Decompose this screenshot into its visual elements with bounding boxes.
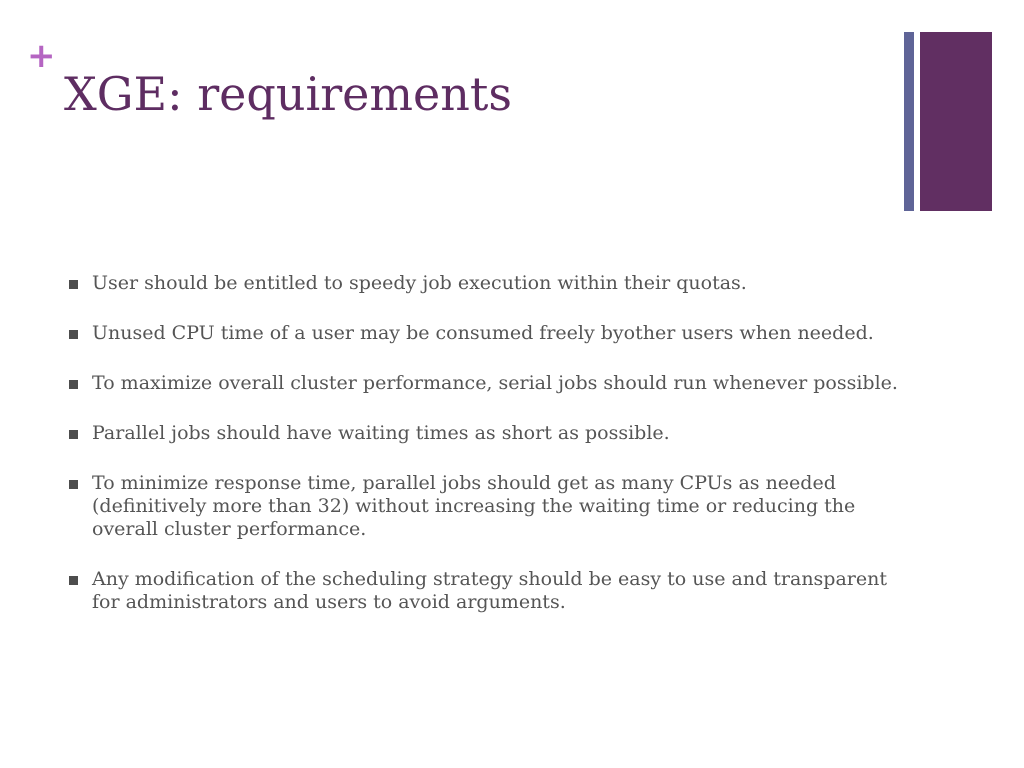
bullet-item xyxy=(64,322,904,345)
bullet-text: User should be entitled to speedy job execution within their quotas. xyxy=(92,272,747,294)
bullet-text: Unused CPU time of a user may be consumed freely byother users when needed. xyxy=(92,322,874,344)
square-bullet-icon xyxy=(69,480,78,489)
decorative-bar-thin xyxy=(904,32,914,211)
square-bullet-icon xyxy=(69,280,78,289)
bullet-item xyxy=(64,568,904,614)
square-bullet-icon xyxy=(69,430,78,439)
bullet-item xyxy=(64,422,904,445)
square-bullet-icon xyxy=(69,380,78,389)
bullet-text: Any modiﬁcation of the scheduling strategy should be easy to use and transparent for administrators and users to avoid arguments. xyxy=(92,568,887,613)
slide-title: XGE: requirements xyxy=(64,67,512,121)
square-bullet-icon xyxy=(69,576,78,585)
bullet-text: To maximize overall cluster performance, serial jobs should run whenever possible. xyxy=(92,372,898,394)
bullet-text: Parallel jobs should have waiting times as short as possible. xyxy=(92,422,670,444)
plus-icon: + xyxy=(27,36,56,76)
bullet-item xyxy=(64,372,904,395)
decorative-bar-thick xyxy=(920,32,992,211)
bullet-item xyxy=(64,272,904,295)
bullet-list xyxy=(64,272,904,641)
bullet-text: To minimize response time, parallel jobs should get as many CPUs as needed (deﬁnitively more than 32) without increasing the waiting time or reducing the overall cluster performance. xyxy=(92,472,856,540)
square-bullet-icon xyxy=(69,330,78,339)
bullet-item xyxy=(64,472,904,541)
